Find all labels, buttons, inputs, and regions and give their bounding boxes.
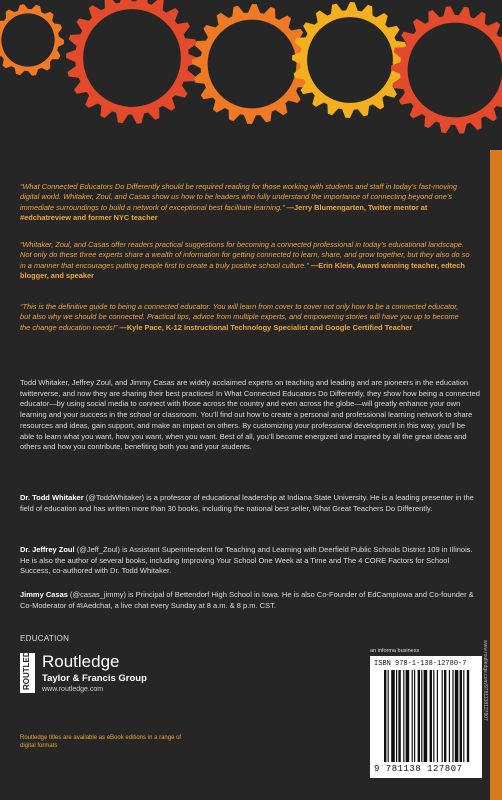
bio-name: Jimmy Casas bbox=[20, 590, 68, 599]
isbn-bottom: 9 781138 127807 bbox=[374, 764, 463, 774]
quote-3-text: “This is the definitive guide to being a connected educator. You will learn from cover to cover not only how to be a connected educator, but also why we should be connected. Practical tips, advice from multiple experts, and empowering stories will have you up to become the change education needs!” bbox=[20, 302, 459, 332]
barcode-bar bbox=[403, 670, 404, 762]
bio-name: Dr. Todd Whitaker bbox=[20, 493, 84, 502]
barcode-bar bbox=[414, 670, 415, 762]
bio-jimmy-casas bbox=[20, 590, 480, 611]
quote-2-text: “Whitaker, Zoul, and Casas offer readers practical suggestions for becoming a connected professional in today’s educational landscape. Not only do these three experts share a wealth of information for getting connected to learn, share, and grow together, but they also do so in a manner that encourages putting people first to create a truly positive school culture.” bbox=[20, 240, 470, 270]
bio-jeffrey-zoul bbox=[20, 545, 480, 577]
publisher-url: www.routledge.com bbox=[42, 686, 104, 693]
gear-icon bbox=[292, 2, 408, 118]
quote-3 bbox=[20, 302, 470, 333]
barcode-bar bbox=[437, 670, 438, 762]
barcode-bar bbox=[398, 670, 400, 762]
barcode-icon bbox=[384, 670, 470, 762]
barcode-bar bbox=[412, 670, 413, 762]
barcode-bar bbox=[430, 670, 432, 762]
quote-2 bbox=[20, 240, 470, 281]
imprint-label: an informa business bbox=[370, 648, 420, 654]
barcode-bar bbox=[442, 670, 443, 762]
isbn-top: ISBN 978-1-138-12780-7 bbox=[374, 660, 467, 668]
quote-3-source: —Kyle Pace, K-12 Instructional Technology Specialist and Google Certified Teacher bbox=[119, 322, 413, 332]
gear-chain-illustration bbox=[0, 0, 502, 160]
barcode-bar bbox=[452, 670, 453, 762]
barcode-panel bbox=[370, 656, 482, 778]
barcode-bar bbox=[396, 670, 397, 762]
book-description: Todd Whitaker, Jeffrey Zoul, and Jimmy Casas are widely acclaimed experts on teaching and leading and are pioneers in the education twitterverse, and now they are sharing their best practices! In What Connected Educators Do Differently, they show how being a connected educator—by using social media to connect with those across the country and even across the globe—will greatly enhance your own learning and your success in the school or classroom. You’ll find out how to create a personal and professional learning network to share resources and ideas, gain support, and make an impact on others. By customizing your professional development in this way, you’ll be able to learn what you want, how you want, when you want. Best of all, you’ll become energized and inspired by all the great ideas and others and how you contribute, benefiting both you and your students. bbox=[20, 378, 480, 452]
orange-side-strip bbox=[490, 150, 502, 800]
barcode-bar bbox=[391, 670, 395, 762]
barcode-bar bbox=[460, 670, 462, 762]
subject-category: EDUCATION bbox=[20, 634, 70, 643]
quote-1-source: —Jerry Blumengarten, Twitter mentor at #edchatreview and former NYC teacher bbox=[20, 202, 428, 222]
barcode-bar bbox=[388, 670, 389, 762]
publisher-group: Taylor & Francis Group bbox=[42, 673, 147, 684]
gear-icon bbox=[192, 4, 312, 124]
barcode-bar bbox=[406, 670, 410, 762]
quote-1-text: “What Connected Educators Do Differently should be required reading for those working with students and staff in today’s fast-moving digital world. Whitaker, Zoul, and Casas show us how to be leaders who fully understand the importance of connecting beyond one’s immediate surroundings to build a network of exceptional best facilitate learning.” bbox=[20, 182, 457, 212]
gear-icon bbox=[391, 6, 502, 134]
barcode-bar bbox=[467, 670, 469, 762]
gear-icon bbox=[66, 0, 198, 124]
barcode-bar bbox=[455, 670, 459, 762]
barcode-bar bbox=[444, 670, 446, 762]
gear-icon bbox=[0, 4, 64, 76]
bio-text: (@Jeff_Zoul) is Assistant Superintendent for Teaching and Learning with Deerfield Public Schools District 109 in Illinois. He is also the author of several books, including Improving Your School One Week at a Time and The 4 CORE Factors for School Success, co-authored with Dr. Todd Whitaker. bbox=[20, 545, 473, 576]
routledge-mark bbox=[20, 639, 35, 693]
routledge-mark-text: ROUTLEDGE bbox=[22, 639, 31, 690]
bio-text: (@ToddWhitaker) is a professor of educational leadership at Indiana State University. He is a leading presenter in the field of education and has written more than 30 books, including the national best seller, What Great Teachers Do Differently. bbox=[20, 493, 474, 513]
barcode-bar bbox=[433, 670, 434, 762]
side-code: www.routledge.com/9781138127807 bbox=[482, 640, 488, 721]
barcode-bar bbox=[421, 670, 422, 762]
bio-text: (@casas_jimmy) is Principal of Bettendorf High School in Iowa. He is also Co-Founder of EdCampIowa and Co-founder & Co-Moderator of #IAedchat, a live chat every Sunday at 8 a.m. & 8 p.m. CST. bbox=[20, 590, 474, 610]
ebook-note: Routledge titles are available as eBook editions in a range of digital formats bbox=[20, 735, 182, 749]
bio-todd-whitaker bbox=[20, 493, 480, 514]
barcode-bar bbox=[384, 670, 386, 762]
barcode-bar bbox=[463, 670, 464, 762]
publisher-name: Routledge bbox=[42, 652, 120, 671]
barcode-bar bbox=[424, 670, 428, 762]
publisher-logo bbox=[20, 639, 220, 720]
barcode-bar bbox=[449, 670, 450, 762]
quote-2-source: —Erin Klein, Award winning teacher, edtech blogger, and speaker bbox=[20, 260, 465, 280]
barcode-bar bbox=[418, 670, 420, 762]
quote-1 bbox=[20, 182, 470, 223]
bio-name: Dr. Jeffrey Zoul bbox=[20, 545, 75, 554]
